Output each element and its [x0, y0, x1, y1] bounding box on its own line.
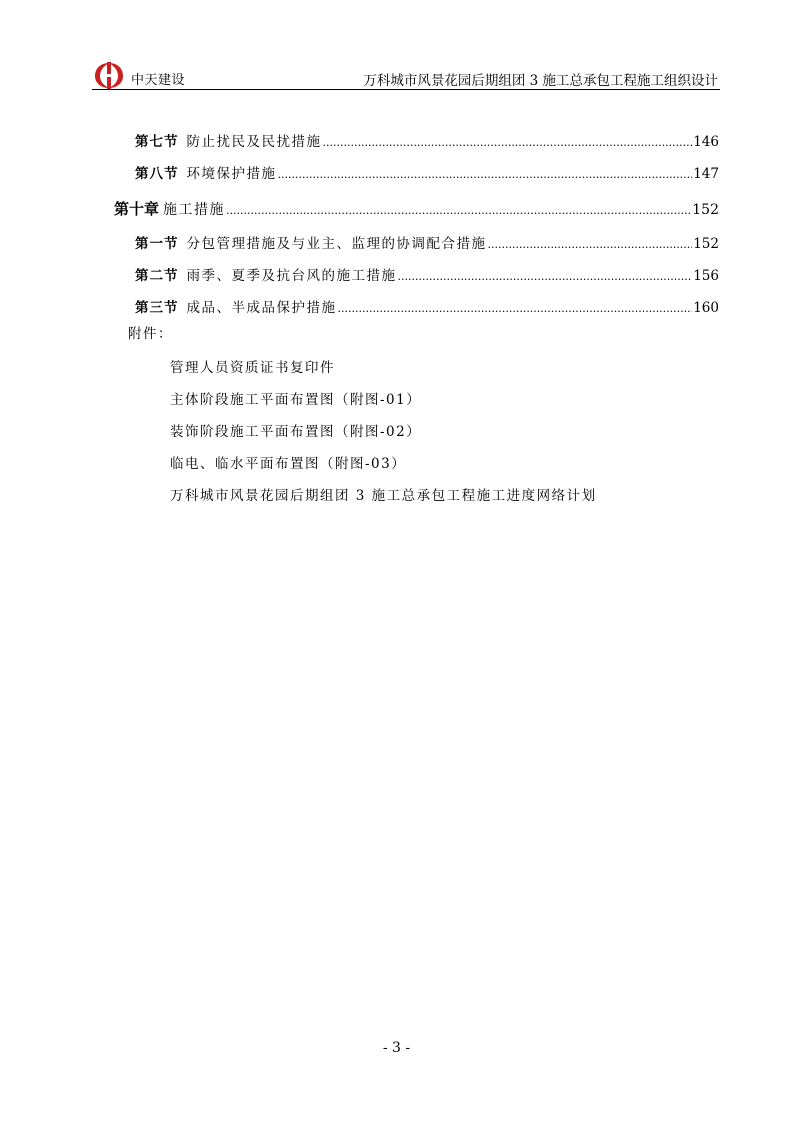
annex-item: 装饰阶段施工平面布置图（附图-02） [170, 424, 422, 440]
toc-entry-number: 第三节 [135, 300, 179, 316]
toc-leader [488, 238, 693, 251]
annex-item: 主体阶段施工平面布置图（附图-01） [170, 392, 422, 408]
toc-entry[interactable] [135, 296, 719, 316]
toc-leader [398, 270, 693, 283]
toc-leader [278, 168, 693, 181]
toc-entry-page: 160 [693, 300, 719, 316]
toc-entry-title: 分包管理措施及与业主、监理的协调配合措施 [186, 236, 487, 252]
toc-entry-page: 152 [692, 202, 719, 218]
toc-entry-title: 施工措施 [163, 202, 226, 218]
toc-entry-page: 152 [693, 236, 719, 252]
document-title: 万科城市风景花园后期组团 3 施工总承包工程施工组织设计 [363, 73, 718, 89]
toc-entry-title: 环境保护措施 [186, 166, 277, 182]
toc-entry[interactable] [135, 162, 719, 182]
annex-item: 临电、临水平面布置图（附图-03） [170, 456, 407, 472]
toc-leader [226, 204, 691, 217]
toc-leader [323, 136, 693, 149]
toc-entry-number: 第七节 [135, 134, 179, 150]
toc-leader [338, 302, 693, 315]
toc-entry-number: 第八节 [135, 166, 179, 182]
toc-entry-title: 雨季、夏季及抗台风的施工措施 [186, 268, 397, 284]
company-name: 中天建设 [131, 73, 186, 88]
toc-chapter-entry[interactable] [114, 198, 719, 219]
header-rule [92, 89, 720, 90]
toc-entry-title: 成品、半成品保护措施 [186, 300, 337, 316]
page-number: - 3 - [382, 1040, 411, 1056]
toc-entry-title: 防止扰民及民扰措施 [186, 134, 322, 150]
zhongtian-logo-icon [92, 60, 126, 90]
toc-entry[interactable] [135, 232, 719, 252]
toc-entry-page: 147 [693, 166, 719, 182]
toc-entry[interactable] [135, 264, 719, 284]
annex-label: 附件： [128, 326, 173, 342]
toc-entry[interactable] [135, 130, 719, 150]
toc-entry-number: 第二节 [135, 268, 179, 284]
toc-entry-page: 156 [693, 268, 719, 284]
toc-entry-number: 第十章 [114, 200, 160, 218]
toc-entry-number: 第一节 [135, 236, 179, 252]
toc-entry-page: 146 [693, 134, 719, 150]
annex-item: 万科城市风景花园后期组团 3 施工总承包工程施工进度网络计划 [170, 488, 597, 504]
annex-item: 管理人员资质证书复印件 [170, 360, 335, 376]
page-header [92, 60, 720, 90]
